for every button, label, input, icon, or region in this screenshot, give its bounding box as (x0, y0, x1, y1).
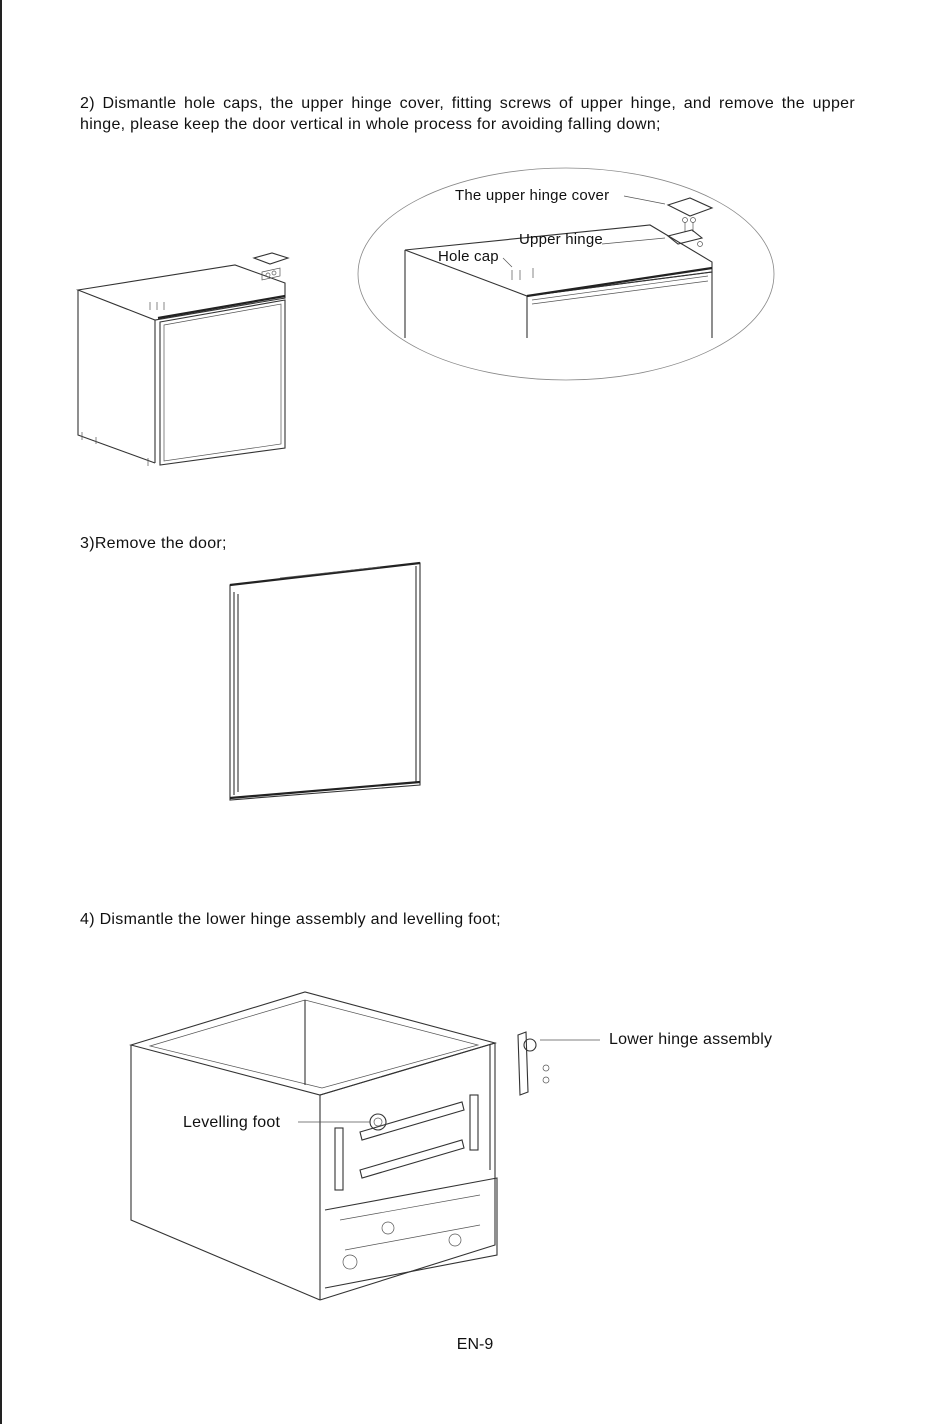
cabinet-drawing (131, 992, 600, 1300)
step-3-instruction: 3)Remove the door; (80, 535, 227, 552)
label-lower-hinge-assembly: Lower hinge assembly (609, 1031, 773, 1048)
label-hole-cap: Hole cap (438, 248, 499, 265)
step-2-instruction: 2) Dismantle hole caps, the upper hinge cover, fitting screws of upper hinge, and remove the upper hinge, please keep the door vertical in whole process for avoiding falling down; (80, 95, 855, 133)
door-drawing (230, 563, 420, 800)
fridge-overview-drawing (78, 253, 288, 466)
label-upper-hinge: Upper hinge (519, 231, 603, 248)
page-number: EN-9 (456, 1336, 494, 1353)
label-upper-hinge-cover: The upper hinge cover (455, 187, 610, 204)
step-4-instruction: 4) Dismantle the lower hinge assembly and levelling foot; (80, 911, 501, 928)
label-levelling-foot: Levelling foot (183, 1114, 281, 1131)
